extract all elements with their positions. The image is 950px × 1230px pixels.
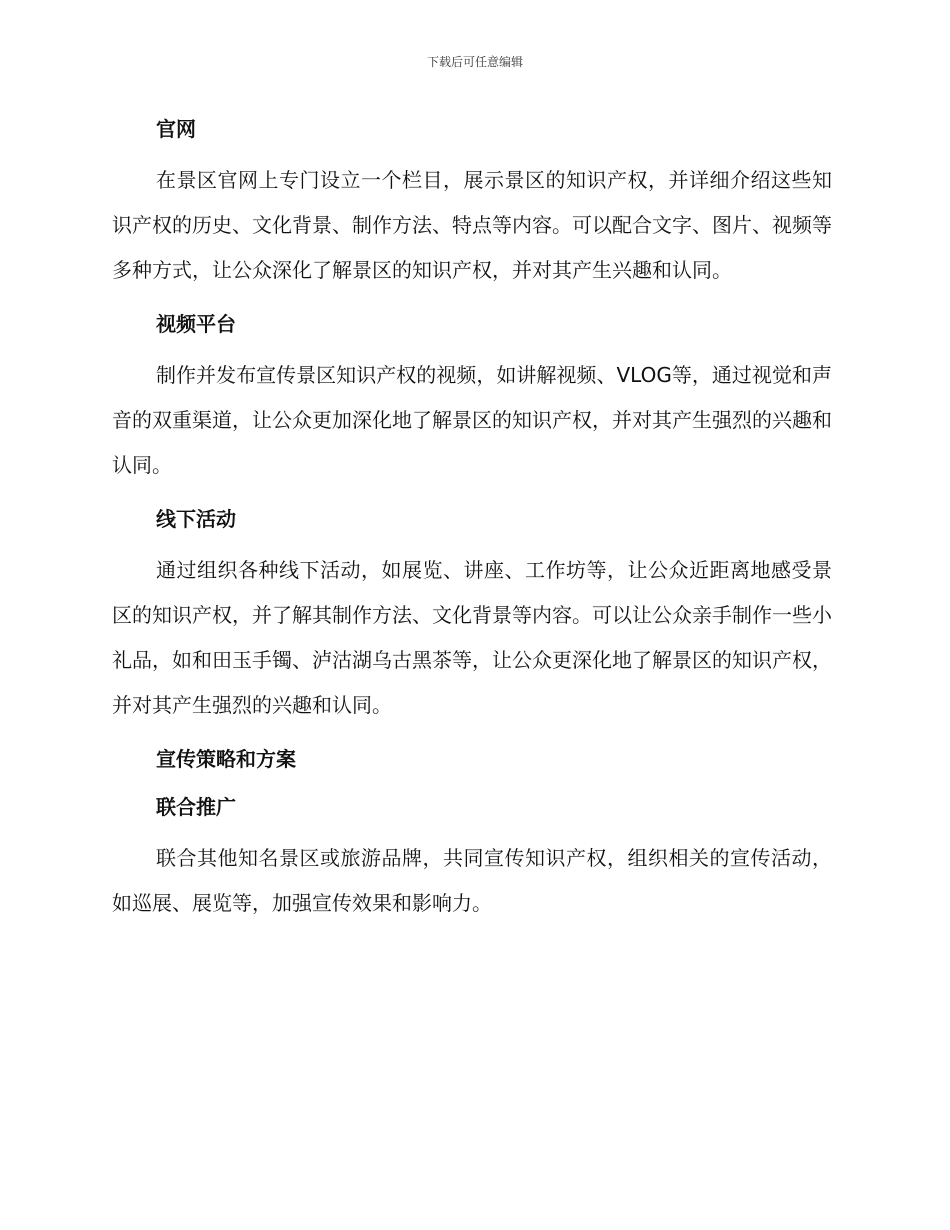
section-body-offline-events: 通过组织各种线下活动，如展览、讲座、工作坊等，让公众近距离地感受景区的知识产权，并了解其制作方法、文化背景等内容。可以让公众亲手制作一些小礼品，如和田玉手镯、泸沽湖乌古黑茶等，让公众更深化地了解景区的知识产权，并对其产生强烈的兴趣和认同。 xyxy=(112,558,832,717)
section-heading-official-site: 官网 xyxy=(156,117,196,141)
section-heading-joint-promotion: 联合推广 xyxy=(156,795,236,819)
section-heading-video-platform: 视频平台 xyxy=(156,312,236,336)
document-body xyxy=(112,112,832,926)
page-header: 下载后可任意编辑 xyxy=(426,55,523,69)
section-heading-promotion-strategy: 宣传策略和方案 xyxy=(156,747,296,771)
section-body-video-platform: 制作并发布宣传景区知识产权的视频，如讲解视频、VLOG等，通过视觉和声音的双重渠道，让公众更加深化地了解景区的知识产权，并对其产生强烈的兴趣和认同。 xyxy=(112,363,832,477)
section-body-joint-promotion: 联合其他知名景区或旅游品牌，共同宣传知识产权，组织相关的宣传活动，如巡展、展览等，加强宣传效果和影响力。 xyxy=(112,846,832,915)
section-heading-offline-events: 线下活动 xyxy=(156,507,236,531)
section-body-official-site: 在景区官网上专门设立一个栏目，展示景区的知识产权，并详细介绍这些知识产权的历史、文化背景、制作方法、特点等内容。可以配合文字、图片、视频等多种方式，让公众深化了解景区的知识产权，并对其产生兴趣和认同。 xyxy=(112,168,832,282)
